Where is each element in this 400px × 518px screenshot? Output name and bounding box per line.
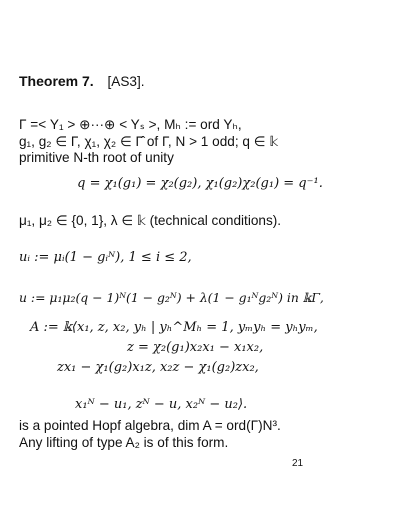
mu-conditions: μ₁, μ₂ ∈ {0, 1}, λ ∈ 𝕜 (technical conditions). (19, 213, 282, 228)
z-definition: z = χ₂(g₁)x₂x₁ − x₁x₂, (127, 340, 264, 355)
algebra-definition: A := 𝕜⟨x₁, z, x₂, yₕ | yₕ^Mₕ = 1, yₘyₕ = yₕyₘ, (30, 320, 318, 335)
parameters-line: g₁, g₂ ∈ Γ, χ₁, χ₂ ∈ Γ̂ of Γ, N > 1 odd; q ∈ 𝕜 (19, 134, 279, 149)
gamma-definition: Γ =< Y₁ > ⊕···⊕ < Yₛ >, Mₕ := ord Yₕ, (19, 117, 242, 132)
conclusion-hopf: is a pointed Hopf algebra, dim A = ord(Γ)N³. (19, 418, 281, 433)
conclusion-lifting: Any lifting of type A₂ is of this form. (19, 435, 229, 450)
zx1-relations: zx₁ − χ₁(g₂)x₁z, x₂z − χ₁(g₂)zx₂, (57, 360, 259, 375)
u-definition: u := μ₁μ₂(q − 1)ᴺ(1 − g₂ᴺ) + λ(1 − g₁ᴺg₂ᴺ) in 𝕜Γ, (19, 290, 324, 305)
q-equation: q = χ₁(g₁) = χ₂(g₂), χ₁(g₂)χ₂(g₁) = q⁻¹. (77, 176, 323, 191)
power-relations: x₁ᴺ − u₁, zᴺ − u, x₂ᴺ − u₂⟩. (75, 397, 248, 412)
u-i-definition: uᵢ := μᵢ(1 − gᵢᴺ), 1 ≤ i ≤ 2, (19, 250, 192, 265)
theorem-title: Theorem 7. (19, 73, 94, 89)
primitive-root-line: primitive N-th root of unity (19, 150, 174, 165)
theorem-citation: [AS3]. (107, 74, 145, 89)
theorem-heading (19, 73, 145, 90)
page-number: 21 (292, 458, 304, 469)
